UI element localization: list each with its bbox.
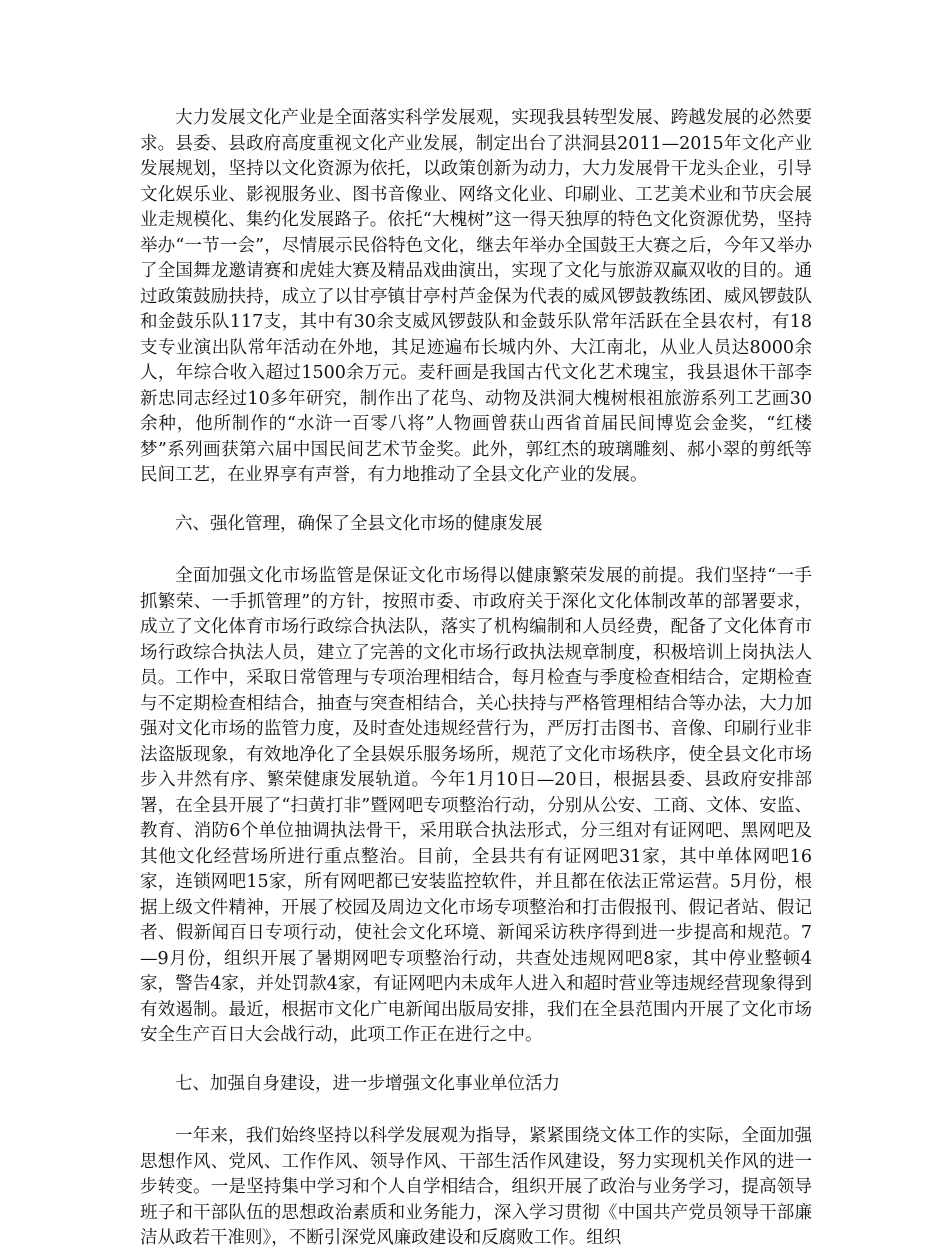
body-paragraph-culture-industry: 大力发展文化产业是全面落实科学发展观，实现我县转型发展、跨越发展的必然要求。县委、县政府高度重视文化产业发展，制定出台了洪洞县2011—2015年文化产业发展规划，坚持以文化资源为依托，以政策创新为动力，大力发展骨干龙头企业，引导文化娱乐业、影视服务业、图书音像业、网络文化业、印刷业、工艺美术业和节庆会展业走规模化、集约化发展路子。依托“大槐树”这一得天独厚的特色文化资源优势，坚持举办“一节一会”，尽情展示民俗特色文化，继去年举办全国鼓王大赛之后，今年又举办了全国舞龙邀请赛和虎娃大赛及精品戏曲演出，实现了文化与旅游双赢双收的目的。通过政策鼓励扶持，成立了以甘亭镇甘亭村芦金保为代表的威风锣鼓教练团、威风锣鼓队和金鼓乐队117支，其中有30余支威风锣鼓队和金鼓乐队常年活跃在全县农村，有18支专业演出队常年活动在外地，其足迹遍布长城内外、大江南北，从业人员达8000余人，年综合收入超过1500余万元。麦秆画是我国古代文化艺术瑰宝，我县退休干部李新忠同志经过10多年研究，制作出了花鸟、动物及洪洞大槐树根祖旅游系列工艺画30余种，他所制作的“水浒一百零八将”人物画曾获山西省首届民间博览会金奖，“红楼梦”系列画获第六届中国民间艺术节金奖。此外，郭红杰的玻璃雕刻、郝小翠的剪纸等民间工艺，在业界享有声誉，有力地推动了全县文化产业的发展。 <box>140 108 812 485</box>
section-heading-six: 六、强化管理，确保了全县文化市场的健康发展 <box>175 513 543 534</box>
document-page <box>140 106 812 1252</box>
body-paragraph-market-management: 全面加强文化市场监管是保证文化市场得以健康繁荣发展的前提。我们坚持“一手抓繁荣、一手抓管理”的方针，按照市委、市政府关于深化文化体制改革的部署要求，成立了文化体育市场行政综合执法队，落实了机构编制和人员经费，配备了文化体育市场行政综合执法人员，建立了完善的文化市场行政执法规章制度，积极培训上岗执法人员。工作中，采取日常管理与专项治理相结合，每月检查与季度检查相结合，定期检查与不定期检查相结合，抽查与突查相结合，关心扶持与严格管理相结合等办法，大力加强对文化市场的监管力度，及时查处违规经营行为，严厉打击图书、音像、印刷行业非法盗版现象，有效地净化了全县娱乐服务场所，规范了文化市场秩序，使全县文化市场步入井然有序、繁荣健康发展轨道。今年1月10日—20日，根据县委、县政府安排部署，在全县开展了“扫黄打非”暨网吧专项整治行动，分别从公安、工商、文体、安监、教育、消防6个单位抽调执法骨干，采用联合执法形式，分三组对有证网吧、黑网吧及其他文化经营场所进行重点整治。目前，全县共有有证网吧31家，其中单体网吧16家，连锁网吧15家，所有网吧都已安装监控软件，并且都在依法正常运营。5月份，根据上级文件精神，开展了校园及周边文化市场专项整治和打击假报刊、假记者站、假记者、假新闻百日专项行动，使社会文化环境、新闻采访秩序得到进一步提高和规范。7—9月份，组织开展了暑期网吧专项整治行动，共查处违规网吧8家，其中停业整顿4家，警告4家，并处罚款4家，有证网吧内未成年人进入和超时营业等违规经营现象得到有效遏制。最近，根据市文化广电新闻出版局安排，我们在全县范围内开展了文化市场安全生产百日大会战行动，此项工作正在进行之中。 <box>140 566 812 1045</box>
body-paragraph-self-building: 一年来，我们始终坚持以科学发展观为指导，紧紧围绕文体工作的实际，全面加强思想作风、党风、工作作风、领导作风、干部生活作风建设，努力实现机关作风的进一步转变。一是坚持集中学习和个人自学相结合，组织开展了政治与业务学习，提高领导班子和干部队伍的思想政治素质和业务能力，深入学习贯彻《中国共产党员领导干部廉洁从政若干准则》，不断引深党风廉政建设和反腐败工作。组织 <box>140 1126 812 1248</box>
section-heading-seven: 七、加强自身建设，进一步增强文化事业单位活力 <box>175 1073 560 1094</box>
